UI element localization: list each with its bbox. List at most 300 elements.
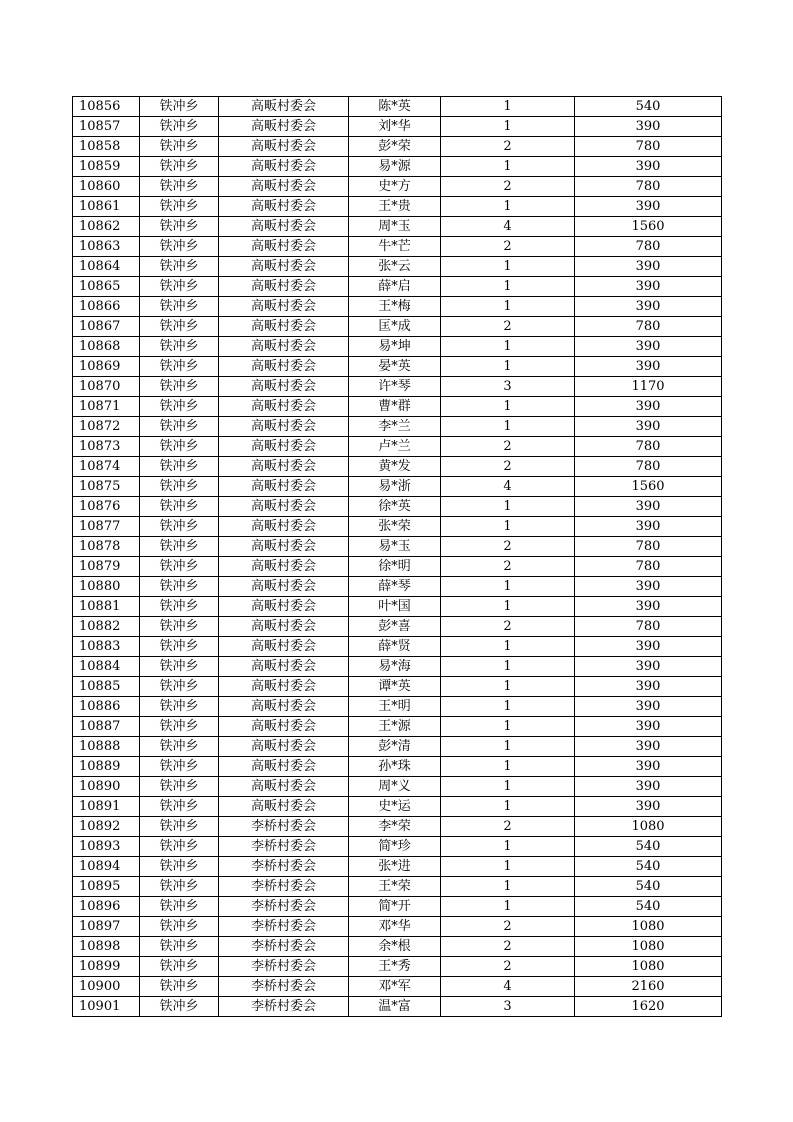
person-name-cell: 易*源	[349, 157, 441, 177]
table-row	[73, 577, 722, 597]
household-count-cell: 1	[441, 717, 575, 737]
table-row	[73, 937, 722, 957]
person-name-cell: 徐*英	[349, 497, 441, 517]
township-cell: 铁冲乡	[140, 517, 219, 537]
township-cell: 铁冲乡	[140, 397, 219, 417]
household-count-cell: 1	[441, 737, 575, 757]
table-row	[73, 117, 722, 137]
person-name-cell: 易*玉	[349, 537, 441, 557]
household-count-cell: 2	[441, 437, 575, 457]
table-row	[73, 517, 722, 537]
record-id-cell: 10892	[73, 817, 140, 837]
household-count-cell: 1	[441, 197, 575, 217]
village-committee-cell: 高畈村委会	[219, 557, 349, 577]
household-count-cell: 2	[441, 317, 575, 337]
table-row	[73, 177, 722, 197]
record-id-cell: 10890	[73, 777, 140, 797]
record-id-cell: 10869	[73, 357, 140, 377]
record-id-cell: 10885	[73, 677, 140, 697]
record-id-cell: 10899	[73, 957, 140, 977]
village-committee-cell: 高畈村委会	[219, 757, 349, 777]
record-id-cell: 10868	[73, 337, 140, 357]
township-cell: 铁冲乡	[140, 777, 219, 797]
household-count-cell: 1	[441, 97, 575, 117]
township-cell: 铁冲乡	[140, 97, 219, 117]
township-cell: 铁冲乡	[140, 157, 219, 177]
village-committee-cell: 高畈村委会	[219, 477, 349, 497]
person-name-cell: 薛*启	[349, 277, 441, 297]
village-committee-cell: 高畈村委会	[219, 517, 349, 537]
household-count-cell: 1	[441, 657, 575, 677]
person-name-cell: 彭*荣	[349, 137, 441, 157]
household-count-cell: 1	[441, 637, 575, 657]
village-committee-cell: 高畈村委会	[219, 497, 349, 517]
amount-cell: 390	[575, 757, 722, 777]
village-committee-cell: 高畈村委会	[219, 657, 349, 677]
record-id-cell: 10896	[73, 897, 140, 917]
household-count-cell: 3	[441, 997, 575, 1017]
table-row	[73, 297, 722, 317]
table-row	[73, 237, 722, 257]
person-name-cell: 牛*芒	[349, 237, 441, 257]
amount-cell: 780	[575, 237, 722, 257]
person-name-cell: 谭*英	[349, 677, 441, 697]
amount-cell: 780	[575, 317, 722, 337]
township-cell: 铁冲乡	[140, 417, 219, 437]
record-id-cell: 10873	[73, 437, 140, 457]
amount-cell: 390	[575, 257, 722, 277]
person-name-cell: 易*浙	[349, 477, 441, 497]
township-cell: 铁冲乡	[140, 737, 219, 757]
township-cell: 铁冲乡	[140, 617, 219, 637]
township-cell: 铁冲乡	[140, 657, 219, 677]
village-committee-cell: 高畈村委会	[219, 417, 349, 437]
township-cell: 铁冲乡	[140, 637, 219, 657]
table-row	[73, 617, 722, 637]
person-name-cell: 王*秀	[349, 957, 441, 977]
township-cell: 铁冲乡	[140, 277, 219, 297]
township-cell: 铁冲乡	[140, 977, 219, 997]
record-id-cell: 10857	[73, 117, 140, 137]
person-name-cell: 王*明	[349, 697, 441, 717]
amount-cell: 780	[575, 557, 722, 577]
amount-cell: 390	[575, 777, 722, 797]
amount-cell: 1080	[575, 957, 722, 977]
table-row	[73, 657, 722, 677]
amount-cell: 390	[575, 117, 722, 137]
household-count-cell: 1	[441, 337, 575, 357]
household-count-cell: 1	[441, 757, 575, 777]
village-committee-cell: 李桥村委会	[219, 917, 349, 937]
amount-cell: 1080	[575, 937, 722, 957]
household-count-cell: 4	[441, 217, 575, 237]
table-row	[73, 357, 722, 377]
table-row	[73, 97, 722, 117]
household-count-cell: 1	[441, 297, 575, 317]
table-row	[73, 877, 722, 897]
person-name-cell: 简*珍	[349, 837, 441, 857]
amount-cell: 1560	[575, 217, 722, 237]
record-id-cell: 10875	[73, 477, 140, 497]
record-id-cell: 10898	[73, 937, 140, 957]
amount-cell: 390	[575, 397, 722, 417]
table-row	[73, 557, 722, 577]
person-name-cell: 王*源	[349, 717, 441, 737]
record-id-cell: 10861	[73, 197, 140, 217]
township-cell: 铁冲乡	[140, 597, 219, 617]
table-row	[73, 957, 722, 977]
village-committee-cell: 李桥村委会	[219, 897, 349, 917]
table-row	[73, 717, 722, 737]
household-count-cell: 1	[441, 397, 575, 417]
person-name-cell: 徐*明	[349, 557, 441, 577]
table-row	[73, 317, 722, 337]
township-cell: 铁冲乡	[140, 217, 219, 237]
amount-cell: 390	[575, 497, 722, 517]
township-cell: 铁冲乡	[140, 257, 219, 277]
record-id-cell: 10897	[73, 917, 140, 937]
amount-cell: 390	[575, 337, 722, 357]
household-count-cell: 2	[441, 457, 575, 477]
household-count-cell: 1	[441, 797, 575, 817]
village-committee-cell: 高畈村委会	[219, 357, 349, 377]
record-id-cell: 10863	[73, 237, 140, 257]
person-name-cell: 薛*琴	[349, 577, 441, 597]
township-cell: 铁冲乡	[140, 437, 219, 457]
person-name-cell: 许*琴	[349, 377, 441, 397]
amount-cell: 390	[575, 517, 722, 537]
table-row	[73, 997, 722, 1017]
record-id-cell: 10878	[73, 537, 140, 557]
township-cell: 铁冲乡	[140, 117, 219, 137]
village-committee-cell: 高畈村委会	[219, 577, 349, 597]
person-name-cell: 晏*英	[349, 357, 441, 377]
village-committee-cell: 高畈村委会	[219, 617, 349, 637]
amount-cell: 390	[575, 357, 722, 377]
household-count-cell: 1	[441, 157, 575, 177]
village-committee-cell: 李桥村委会	[219, 817, 349, 837]
household-count-cell: 1	[441, 857, 575, 877]
table-row	[73, 677, 722, 697]
record-id-cell: 10884	[73, 657, 140, 677]
village-committee-cell: 高畈村委会	[219, 717, 349, 737]
person-name-cell: 黄*发	[349, 457, 441, 477]
township-cell: 铁冲乡	[140, 457, 219, 477]
person-name-cell: 邓*军	[349, 977, 441, 997]
table-row	[73, 397, 722, 417]
record-id-cell: 10879	[73, 557, 140, 577]
household-count-cell: 2	[441, 917, 575, 937]
household-count-cell: 1	[441, 697, 575, 717]
person-name-cell: 匡*成	[349, 317, 441, 337]
record-id-cell: 10858	[73, 137, 140, 157]
table-row	[73, 137, 722, 157]
table-row	[73, 337, 722, 357]
person-name-cell: 彭*喜	[349, 617, 441, 637]
person-name-cell: 简*开	[349, 897, 441, 917]
village-committee-cell: 高畈村委会	[219, 637, 349, 657]
person-name-cell: 温*富	[349, 997, 441, 1017]
person-name-cell: 李*荣	[349, 817, 441, 837]
township-cell: 铁冲乡	[140, 757, 219, 777]
amount-cell: 780	[575, 137, 722, 157]
table-row	[73, 197, 722, 217]
amount-cell: 390	[575, 637, 722, 657]
township-cell: 铁冲乡	[140, 797, 219, 817]
table-row	[73, 817, 722, 837]
table-row	[73, 157, 722, 177]
village-committee-cell: 李桥村委会	[219, 997, 349, 1017]
record-id-cell: 10893	[73, 837, 140, 857]
record-id-cell: 10877	[73, 517, 140, 537]
village-committee-cell: 高畈村委会	[219, 97, 349, 117]
person-name-cell: 易*海	[349, 657, 441, 677]
village-committee-cell: 高畈村委会	[219, 297, 349, 317]
household-count-cell: 1	[441, 417, 575, 437]
person-name-cell: 陈*英	[349, 97, 441, 117]
table-row	[73, 977, 722, 997]
household-count-cell: 2	[441, 237, 575, 257]
township-cell: 铁冲乡	[140, 317, 219, 337]
amount-cell: 390	[575, 577, 722, 597]
amount-cell: 390	[575, 697, 722, 717]
village-committee-cell: 李桥村委会	[219, 877, 349, 897]
village-committee-cell: 高畈村委会	[219, 457, 349, 477]
person-name-cell: 刘*华	[349, 117, 441, 137]
township-cell: 铁冲乡	[140, 877, 219, 897]
table-row	[73, 217, 722, 237]
village-committee-cell: 高畈村委会	[219, 337, 349, 357]
household-count-cell: 1	[441, 897, 575, 917]
person-name-cell: 王*荣	[349, 877, 441, 897]
household-count-cell: 1	[441, 277, 575, 297]
household-count-cell: 1	[441, 777, 575, 797]
amount-cell: 390	[575, 297, 722, 317]
person-name-cell: 王*贵	[349, 197, 441, 217]
amount-cell: 1080	[575, 817, 722, 837]
record-id-cell: 10871	[73, 397, 140, 417]
record-id-cell: 10872	[73, 417, 140, 437]
record-id-cell: 10862	[73, 217, 140, 237]
record-id-cell: 10887	[73, 717, 140, 737]
record-id-cell: 10859	[73, 157, 140, 177]
township-cell: 铁冲乡	[140, 857, 219, 877]
amount-cell: 780	[575, 437, 722, 457]
record-id-cell: 10882	[73, 617, 140, 637]
village-committee-cell: 高畈村委会	[219, 317, 349, 337]
table-row	[73, 637, 722, 657]
data-table	[72, 96, 722, 1017]
household-count-cell: 1	[441, 517, 575, 537]
record-id-cell: 10880	[73, 577, 140, 597]
village-committee-cell: 高畈村委会	[219, 437, 349, 457]
household-count-cell: 1	[441, 597, 575, 617]
village-committee-cell: 高畈村委会	[219, 697, 349, 717]
township-cell: 铁冲乡	[140, 477, 219, 497]
village-committee-cell: 李桥村委会	[219, 957, 349, 977]
village-committee-cell: 李桥村委会	[219, 857, 349, 877]
village-committee-cell: 高畈村委会	[219, 777, 349, 797]
table-row	[73, 377, 722, 397]
record-id-cell: 10889	[73, 757, 140, 777]
amount-cell: 390	[575, 417, 722, 437]
amount-cell: 780	[575, 177, 722, 197]
person-name-cell: 易*坤	[349, 337, 441, 357]
household-count-cell: 3	[441, 377, 575, 397]
record-id-cell: 10883	[73, 637, 140, 657]
household-count-cell: 2	[441, 557, 575, 577]
person-name-cell: 周*义	[349, 777, 441, 797]
person-name-cell: 张*云	[349, 257, 441, 277]
table-row	[73, 757, 722, 777]
table-row	[73, 777, 722, 797]
township-cell: 铁冲乡	[140, 997, 219, 1017]
household-count-cell: 2	[441, 617, 575, 637]
table-row	[73, 857, 722, 877]
township-cell: 铁冲乡	[140, 817, 219, 837]
village-committee-cell: 高畈村委会	[219, 137, 349, 157]
township-cell: 铁冲乡	[140, 497, 219, 517]
amount-cell: 390	[575, 277, 722, 297]
amount-cell: 2160	[575, 977, 722, 997]
household-count-cell: 2	[441, 137, 575, 157]
township-cell: 铁冲乡	[140, 897, 219, 917]
person-name-cell: 李*兰	[349, 417, 441, 437]
record-id-cell: 10864	[73, 257, 140, 277]
table-row	[73, 457, 722, 477]
amount-cell: 540	[575, 877, 722, 897]
amount-cell: 780	[575, 457, 722, 477]
person-name-cell: 曹*群	[349, 397, 441, 417]
record-id-cell: 10866	[73, 297, 140, 317]
record-id-cell: 10865	[73, 277, 140, 297]
village-committee-cell: 高畈村委会	[219, 797, 349, 817]
township-cell: 铁冲乡	[140, 357, 219, 377]
person-name-cell: 余*根	[349, 937, 441, 957]
amount-cell: 1560	[575, 477, 722, 497]
record-id-cell: 10867	[73, 317, 140, 337]
table-row	[73, 257, 722, 277]
amount-cell: 540	[575, 897, 722, 917]
village-committee-cell: 高畈村委会	[219, 737, 349, 757]
township-cell: 铁冲乡	[140, 557, 219, 577]
table-row	[73, 797, 722, 817]
amount-cell: 540	[575, 857, 722, 877]
village-committee-cell: 高畈村委会	[219, 277, 349, 297]
township-cell: 铁冲乡	[140, 337, 219, 357]
amount-cell: 540	[575, 97, 722, 117]
household-count-cell: 4	[441, 977, 575, 997]
household-count-cell: 1	[441, 357, 575, 377]
table-row	[73, 837, 722, 857]
household-count-cell: 2	[441, 937, 575, 957]
amount-cell: 390	[575, 157, 722, 177]
amount-cell: 390	[575, 197, 722, 217]
township-cell: 铁冲乡	[140, 697, 219, 717]
township-cell: 铁冲乡	[140, 577, 219, 597]
household-count-cell: 2	[441, 177, 575, 197]
township-cell: 铁冲乡	[140, 137, 219, 157]
person-name-cell: 叶*国	[349, 597, 441, 617]
township-cell: 铁冲乡	[140, 957, 219, 977]
household-count-cell: 2	[441, 817, 575, 837]
household-count-cell: 2	[441, 537, 575, 557]
amount-cell: 1080	[575, 917, 722, 937]
record-id-cell: 10891	[73, 797, 140, 817]
person-name-cell: 史*方	[349, 177, 441, 197]
village-committee-cell: 高畈村委会	[219, 177, 349, 197]
township-cell: 铁冲乡	[140, 677, 219, 697]
household-count-cell: 1	[441, 877, 575, 897]
township-cell: 铁冲乡	[140, 837, 219, 857]
person-name-cell: 王*梅	[349, 297, 441, 317]
household-count-cell: 1	[441, 577, 575, 597]
person-name-cell: 彭*清	[349, 737, 441, 757]
record-id-cell: 10881	[73, 597, 140, 617]
household-count-cell: 1	[441, 837, 575, 857]
village-committee-cell: 高畈村委会	[219, 377, 349, 397]
person-name-cell: 孙*珠	[349, 757, 441, 777]
township-cell: 铁冲乡	[140, 197, 219, 217]
table-body	[73, 97, 722, 1017]
record-id-cell: 10895	[73, 877, 140, 897]
township-cell: 铁冲乡	[140, 377, 219, 397]
record-id-cell: 10894	[73, 857, 140, 877]
household-count-cell: 1	[441, 257, 575, 277]
village-committee-cell: 高畈村委会	[219, 677, 349, 697]
township-cell: 铁冲乡	[140, 237, 219, 257]
record-id-cell: 10874	[73, 457, 140, 477]
village-committee-cell: 高畈村委会	[219, 237, 349, 257]
person-name-cell: 薛*贤	[349, 637, 441, 657]
table-row	[73, 497, 722, 517]
table-row	[73, 597, 722, 617]
village-committee-cell: 高畈村委会	[219, 257, 349, 277]
person-name-cell: 邓*华	[349, 917, 441, 937]
household-count-cell: 1	[441, 497, 575, 517]
table-row	[73, 417, 722, 437]
record-id-cell: 10901	[73, 997, 140, 1017]
township-cell: 铁冲乡	[140, 937, 219, 957]
household-count-cell: 1	[441, 117, 575, 137]
person-name-cell: 张*荣	[349, 517, 441, 537]
township-cell: 铁冲乡	[140, 537, 219, 557]
record-id-cell: 10900	[73, 977, 140, 997]
table-row	[73, 697, 722, 717]
township-cell: 铁冲乡	[140, 917, 219, 937]
village-committee-cell: 李桥村委会	[219, 937, 349, 957]
household-count-cell: 4	[441, 477, 575, 497]
record-id-cell: 10860	[73, 177, 140, 197]
person-name-cell: 卢*兰	[349, 437, 441, 457]
record-id-cell: 10888	[73, 737, 140, 757]
amount-cell: 390	[575, 597, 722, 617]
household-count-cell: 2	[441, 957, 575, 977]
record-id-cell: 10870	[73, 377, 140, 397]
village-committee-cell: 李桥村委会	[219, 977, 349, 997]
village-committee-cell: 高畈村委会	[219, 537, 349, 557]
person-name-cell: 张*进	[349, 857, 441, 877]
person-name-cell: 周*玉	[349, 217, 441, 237]
township-cell: 铁冲乡	[140, 297, 219, 317]
village-committee-cell: 高畈村委会	[219, 117, 349, 137]
village-committee-cell: 高畈村委会	[219, 397, 349, 417]
amount-cell: 390	[575, 797, 722, 817]
village-committee-cell: 高畈村委会	[219, 597, 349, 617]
village-committee-cell: 高畈村委会	[219, 217, 349, 237]
household-count-cell: 1	[441, 677, 575, 697]
table-row	[73, 537, 722, 557]
